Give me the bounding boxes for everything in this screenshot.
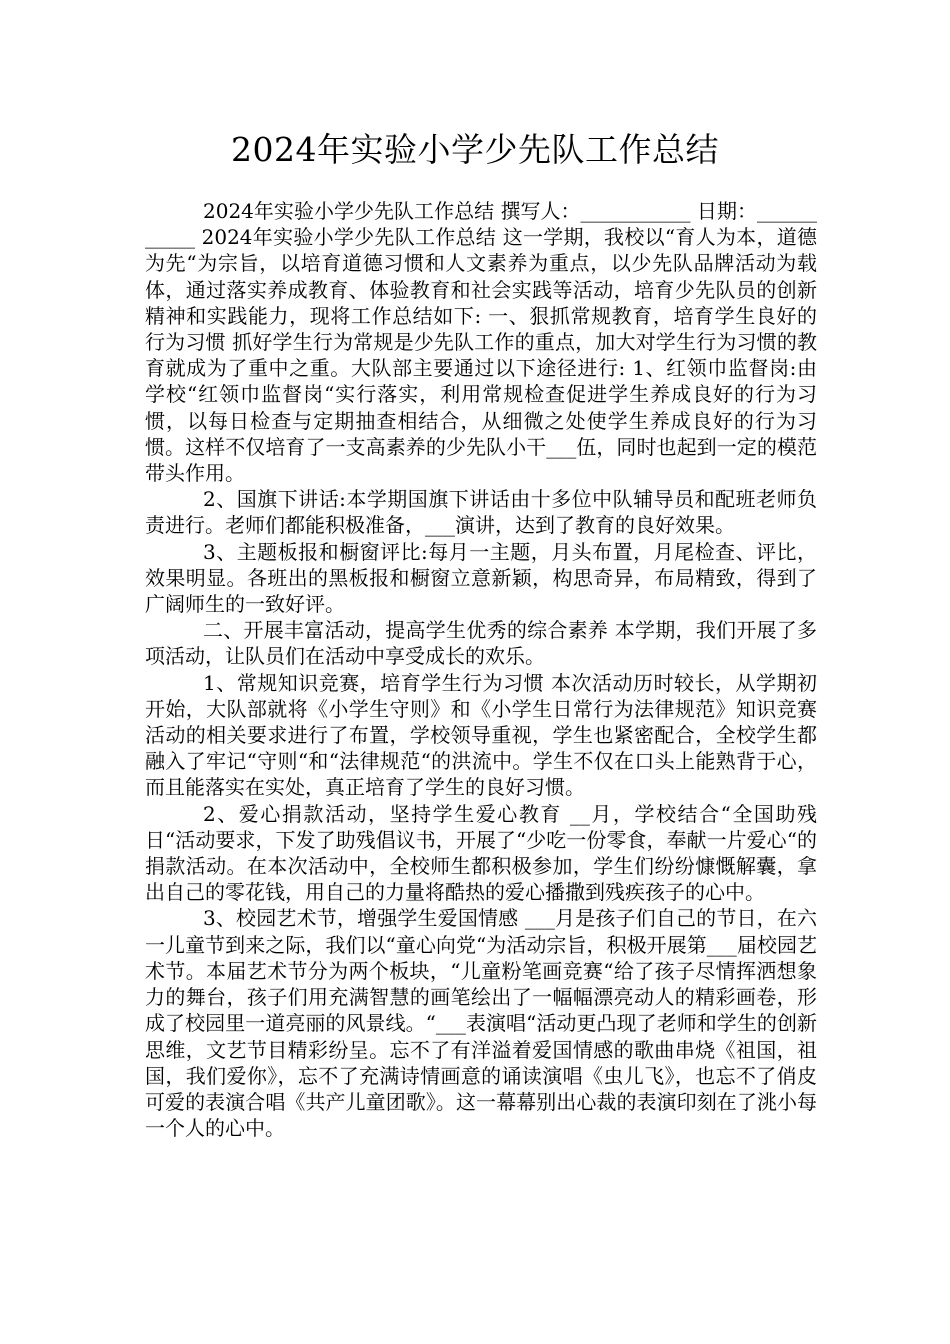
paragraph-knowledge-contest: 1、常规知识竞赛，培育学生行为习惯 本次活动历时较长，从学期初开始，大队部就将《小学生守则》和《小学生日常行为法律规范》知识竞赛活动的相关要求进行了布置，学校领导重视，学生也紧密配合，全校学生都融入了牢记“守则“和“法律规范“的洪流中。学生不仅在口头上能熟背于心，而且能落实在实处，真正培育了学生的良好习惯。 [145, 670, 817, 800]
paragraph-charity: 2、爱心捐款活动，坚持学生爱心教育 __月，学校结合“全国助残日“活动要求，下发了助残倡议书，开展了“少吃一份零食，奉献一片爱心“的捐款活动。在本次活动中，全校师生都积极参加，学生们纷纷慷慨解囊，拿出自己的零花钱，用自己的力量将酷热的爱心播撒到残疾孩子的心中。 [145, 801, 817, 905]
paragraph-flag-speech: 2、国旗下讲话:本学期国旗下讲话由十多位中队辅导员和配班老师负责进行。老师们都能积极准备，___演讲，达到了教育的良好效果。 [145, 487, 817, 538]
paragraph-blackboard: 3、主题板报和橱窗评比:每月一主题，月头布置，月尾检查、评比，效果明显。各班出的黑板报和橱窗立意新颖，构思奇异，布局精致，得到了广阔师生的一致好评。 [145, 539, 817, 617]
paragraph-art-festival: 3、校园艺术节，增强学生爱国情感 ___月是孩子们自己的节日，在六一儿童节到来之际，我们以“童心向党“为活动宗旨，积极开展第___届校园艺术节。本届艺术节分为两个板块，“儿童粉笔画竞赛“给了孩子尽情挥洒想象力的舞台，孩子们用充满智慧的画笔绘出了一幅幅漂亮动人的精彩画卷，形成了校园里一道亮丽的风景线。“___表演唱“活动更凸现了老师和学生的创新思维，文艺节目精彩纷呈。忘不了有洋溢着爱国情感的歌曲串烧《祖国，祖国，我们爱你》，忘不了充满诗情画意的诵读演唱《虫儿飞》，也忘不了俏皮可爱的表演合唱《共产儿童团歌》。这一幕幕别出心裁的表演印刻在了洮小每一个人的心中。 [145, 906, 817, 1141]
document-title: 2024年实验小学少先队工作总结 [231, 130, 719, 169]
document-body [145, 198, 817, 1141]
paragraph-section-two: 二、开展丰富活动，提高学生优秀的综合素养 本学期，我们开展了多项活动，让队员们在活动中享受成长的欢乐。 [145, 618, 817, 669]
paragraph-intro: 2024年实验小学少先队工作总结 撰写人：___________ 日期：___________ 2024年实验小学少先队工作总结 这一学期，我校以“育人为本，道德为先“为宗旨，以培育道德习惯和人文素养为重点，以少先队品牌活动为载体，通过落实养成教育、体验教育和社会实践等活动，培育少先队员的创新精神和实践能力，现将工作总结如下: 一、狠抓常规教育，培育学生良好的行为习惯 抓好学生行为常规是少先队工作的重点，加大对学生行为习惯的教育就成为了重中之重。大队部主要通过以下途径进行: 1、红领巾监督岗:由学校“红领巾监督岗“实行落实，利用常规检查促进学生养成良好的行为习惯，以每日检查与定期抽查相结合，从细微之处使学生养成良好的行为习惯。这样不仅培育了一支高素养的少先队小干___伍，同时也起到一定的模范带头作用。 [145, 199, 817, 486]
